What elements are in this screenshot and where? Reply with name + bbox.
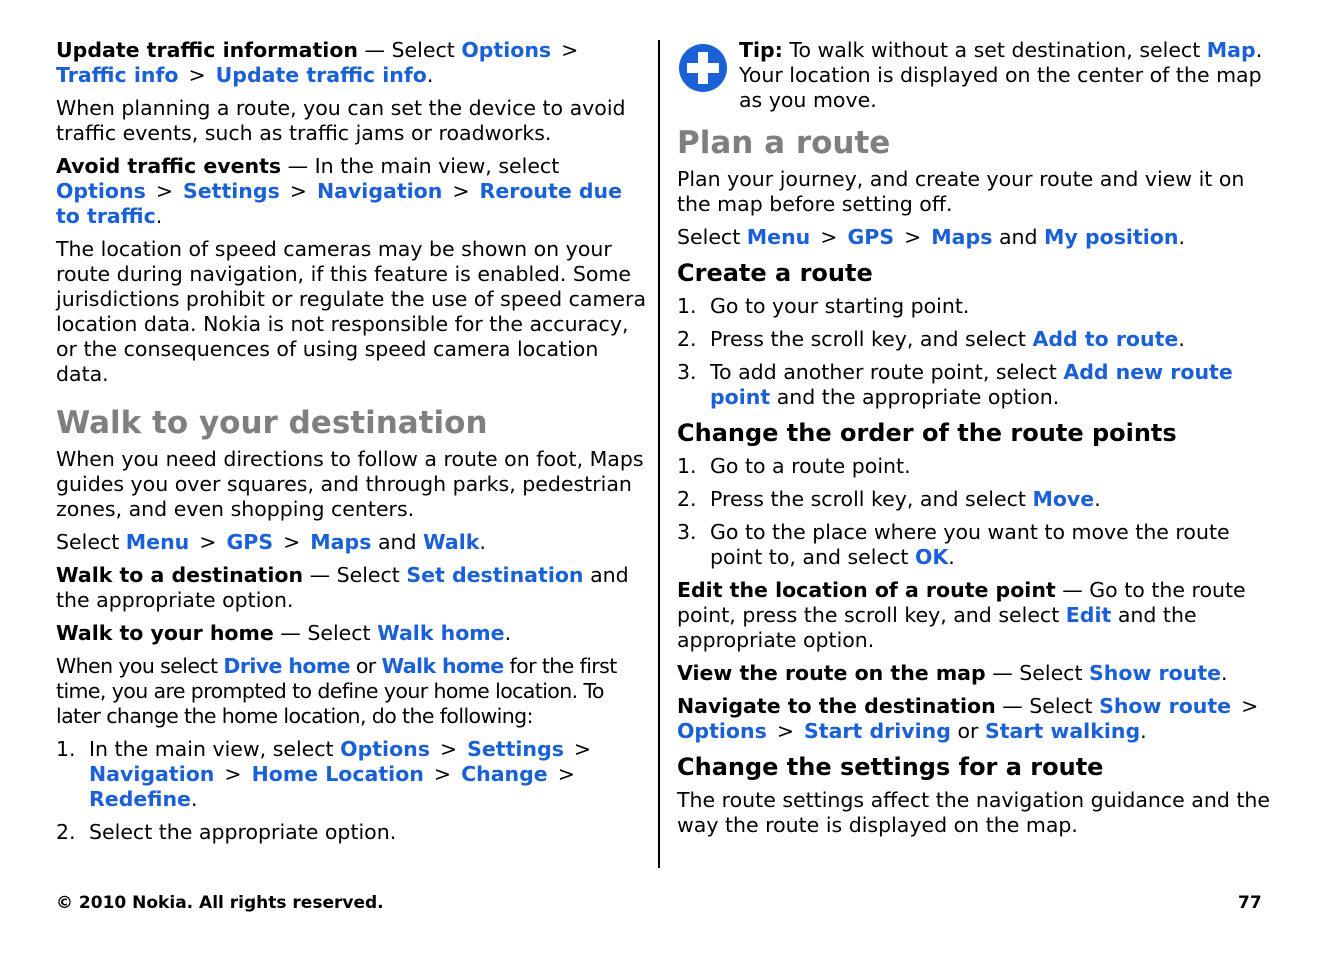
entry-title: Avoid traffic events — [56, 154, 282, 178]
settings-link[interactable]: Settings — [467, 737, 564, 761]
entry-title: View the route on the map — [677, 661, 986, 685]
walk-home-entry: Walk to your home — Select Walk home. — [56, 621, 512, 645]
route-settings-heading: Change the settings for a route — [677, 753, 1104, 781]
start-walking-link[interactable]: Start walking — [984, 719, 1141, 743]
menu-link[interactable]: Menu — [746, 225, 811, 249]
update-traffic-entry: Update traffic information — Select Options >Traffic info > Update traffic info. — [56, 38, 579, 87]
options-link[interactable]: Options — [677, 719, 767, 743]
walk-select-line: Select Menu > GPS > Maps and Walk. — [56, 530, 486, 554]
create-route-heading: Create a route — [677, 259, 873, 287]
view-route-entry: View the route on the map — Select Show route. — [677, 661, 1228, 685]
entry-title: Navigate to the destination — [677, 694, 996, 718]
redefine-link[interactable]: Redefine — [89, 787, 191, 811]
move-link[interactable]: Move — [1032, 487, 1095, 511]
avoid-traffic-entry: Avoid traffic events — In the main view, select Options > Settings > Navigation > Reroute due to traffic. — [56, 154, 623, 228]
gps-link[interactable]: GPS — [847, 225, 895, 249]
update-traffic-info-link[interactable]: Update traffic info — [215, 63, 427, 87]
home-location-steps — [56, 737, 648, 845]
list-item: 2. Press the scroll key, and select Add to route. — [677, 327, 1185, 351]
traffic-info-link[interactable]: Traffic info — [56, 63, 179, 87]
list-item: 2. Press the scroll key, and select Move. — [677, 487, 1101, 511]
walk-home-link[interactable]: Walk home — [381, 654, 504, 678]
change-order-steps — [677, 454, 1277, 570]
column-divider — [658, 40, 660, 868]
walk-link[interactable]: Walk — [423, 530, 480, 554]
edit-link[interactable]: Edit — [1065, 603, 1112, 627]
route-settings-paragraph: The route settings affect the navigation guidance and the way the route is displayed on the map. — [677, 788, 1271, 837]
speed-camera-paragraph: The location of speed cameras may be shown on your route during navigation, if this feature is enabled. Some jurisdictions prohibit or regulate the use of speed camera location data. Nokia is not responsible for the accuracy, or the consequences of using speed camera location data. — [56, 237, 647, 386]
maps-link[interactable]: Maps — [310, 530, 372, 554]
reroute-link[interactable]: Reroute due to traffic — [56, 179, 623, 228]
list-item: 2. Select the appropriate option. — [56, 820, 397, 844]
map-link[interactable]: Map — [1206, 38, 1256, 62]
tip-box: Tip: To walk without a set destination, select Map. Your location is displayed on the center of the map as you move. — [677, 38, 1277, 113]
set-destination-link[interactable]: Set destination — [406, 563, 584, 587]
change-link[interactable]: Change — [461, 762, 548, 786]
list-item: 1. Go to a route point. — [677, 454, 911, 478]
home-location-link[interactable]: Home Location — [251, 762, 424, 786]
show-route-link[interactable]: Show route — [1099, 694, 1232, 718]
copyright: © 2010 Nokia. All rights reserved. — [56, 893, 384, 913]
walk-destination-entry: Walk to a destination — Select Set destination and the appropriate option. — [56, 563, 629, 612]
right-column — [677, 38, 1277, 846]
options-link[interactable]: Options — [56, 179, 146, 203]
entry-title: Walk to your home — [56, 621, 274, 645]
my-position-link[interactable]: My position — [1044, 225, 1179, 249]
navigate-entry: Navigate to the destination — Select Show route >Options > Start driving or Start walking. — [677, 694, 1259, 743]
navigation-link[interactable]: Navigation — [89, 762, 215, 786]
list-item: 1. In the main view, select Options > Settings >Navigation > Home Location > Change >Redefine. — [56, 737, 592, 811]
walk-home-link[interactable]: Walk home — [377, 621, 505, 645]
drive-home-link[interactable]: Drive home — [223, 654, 350, 678]
list-item: 1. Go to your starting point. — [677, 294, 970, 318]
list-item: 3. Go to the place where you want to move the route point to, and select OK. — [677, 520, 1230, 569]
menu-link[interactable]: Menu — [125, 530, 190, 554]
settings-link[interactable]: Settings — [183, 179, 280, 203]
plan-paragraph: Plan your journey, and create your route and view it on the map before setting off. — [677, 167, 1245, 216]
maps-link[interactable]: Maps — [931, 225, 993, 249]
first-time-paragraph: When you select Drive home or Walk home for the first time, you are prompted to define your home location. To later change the home location, do the following: — [56, 654, 617, 728]
planning-paragraph: When planning a route, you can set the device to avoid traffic events, such as traffic jams or roadworks. — [56, 96, 626, 145]
create-route-steps — [677, 294, 1277, 410]
navigation-link[interactable]: Navigation — [316, 179, 443, 203]
options-link[interactable]: Options — [340, 737, 430, 761]
plan-heading: Plan a route — [677, 125, 891, 161]
walk-heading: Walk to your destination — [56, 405, 488, 441]
plan-select-line: Select Menu > GPS > Maps and My position. — [677, 225, 1185, 249]
ok-link[interactable]: OK — [914, 545, 949, 569]
left-column — [56, 38, 648, 853]
tip-label: Tip: — [739, 38, 783, 62]
edit-point-entry: Edit the location of a route point — Go to the route point, press the scroll key, and select Edit and the appropriate option. — [677, 578, 1246, 652]
add-new-route-point-link[interactable]: Add new route point — [710, 360, 1233, 409]
options-link[interactable]: Options — [461, 38, 552, 62]
list-item: 3. To add another route point, select Add new route point and the appropriate option. — [677, 360, 1233, 409]
entry-title: Update traffic information — [56, 38, 358, 62]
add-to-route-link[interactable]: Add to route — [1032, 327, 1179, 351]
page-number: 77 — [1238, 893, 1262, 913]
gps-link[interactable]: GPS — [226, 530, 274, 554]
plus-circle-icon — [677, 42, 729, 94]
entry-title: Walk to a destination — [56, 563, 304, 587]
entry-title: Edit the location of a route point — [677, 578, 1056, 602]
change-order-heading: Change the order of the route points — [677, 419, 1177, 447]
show-route-link[interactable]: Show route — [1089, 661, 1222, 685]
walk-paragraph: When you need directions to follow a route on foot, Maps guides you over squares, and through parks, pedestrian zones, and even shopping centers. — [56, 447, 644, 521]
start-driving-link[interactable]: Start driving — [804, 719, 951, 743]
